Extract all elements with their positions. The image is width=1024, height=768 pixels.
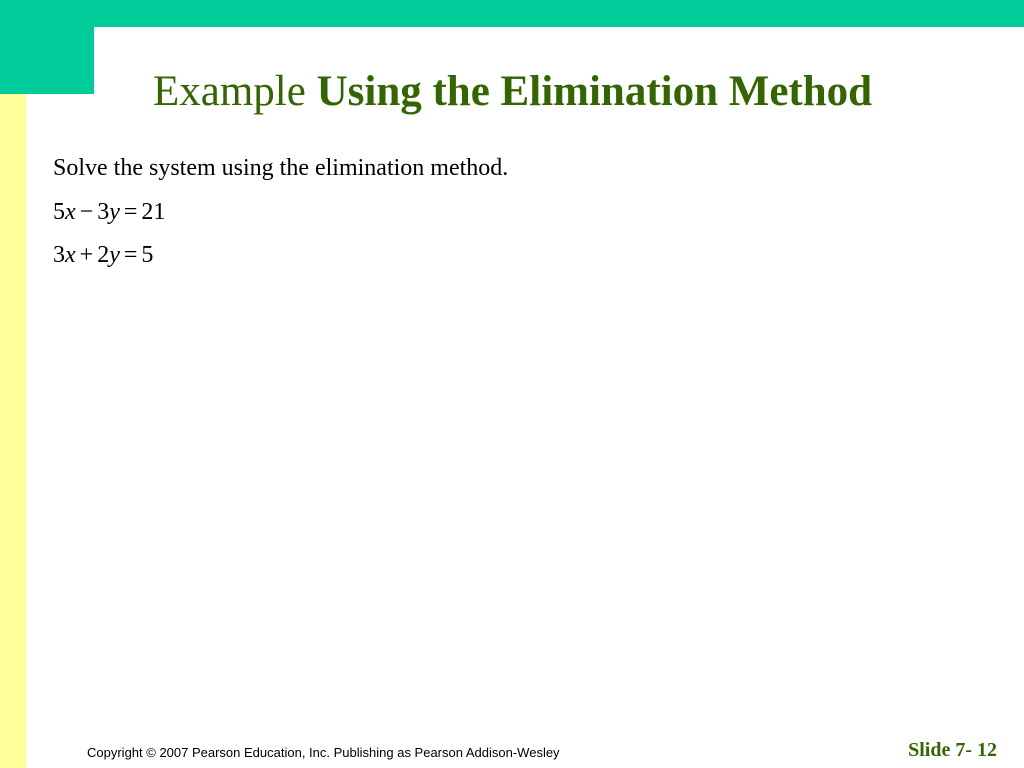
equation-1-equals: = bbox=[123, 199, 138, 225]
slide-title-main: Using the Elimination Method bbox=[316, 68, 873, 115]
equation-1-coef-y: 3 bbox=[97, 199, 110, 225]
corner-accent-square bbox=[0, 0, 94, 94]
equation-2-rhs: 5 bbox=[141, 242, 154, 268]
left-accent-bar bbox=[0, 0, 26, 768]
footer-copyright: Copyright © 2007 Pearson Education, Inc. Publishing as Pearson Addison-Wesley bbox=[87, 745, 560, 760]
instruction-text: Solve the system using the elimination method. bbox=[53, 155, 509, 181]
equation-1-coef-x: 5 bbox=[53, 199, 65, 225]
slide-title bbox=[153, 66, 872, 118]
equation-2-coef-y: 2 bbox=[97, 242, 110, 268]
equation-2-coef-x: 3 bbox=[53, 242, 65, 268]
equation-2-operator: + bbox=[79, 242, 94, 268]
equation-1-var-y: y bbox=[109, 199, 120, 225]
equation-1 bbox=[53, 197, 165, 227]
equation-1-operator: − bbox=[79, 199, 94, 225]
slide-title-prefix: Example bbox=[153, 68, 317, 115]
equation-2-var-x: x bbox=[65, 242, 76, 268]
top-accent-bar bbox=[0, 0, 1024, 27]
equation-1-rhs: 21 bbox=[141, 199, 166, 225]
equation-2-equals: = bbox=[123, 242, 138, 268]
equation-2 bbox=[53, 240, 153, 270]
equation-2-var-y: y bbox=[109, 242, 120, 268]
equation-1-var-x: x bbox=[65, 199, 76, 225]
slide-number: Slide 7- 12 bbox=[908, 739, 997, 761]
